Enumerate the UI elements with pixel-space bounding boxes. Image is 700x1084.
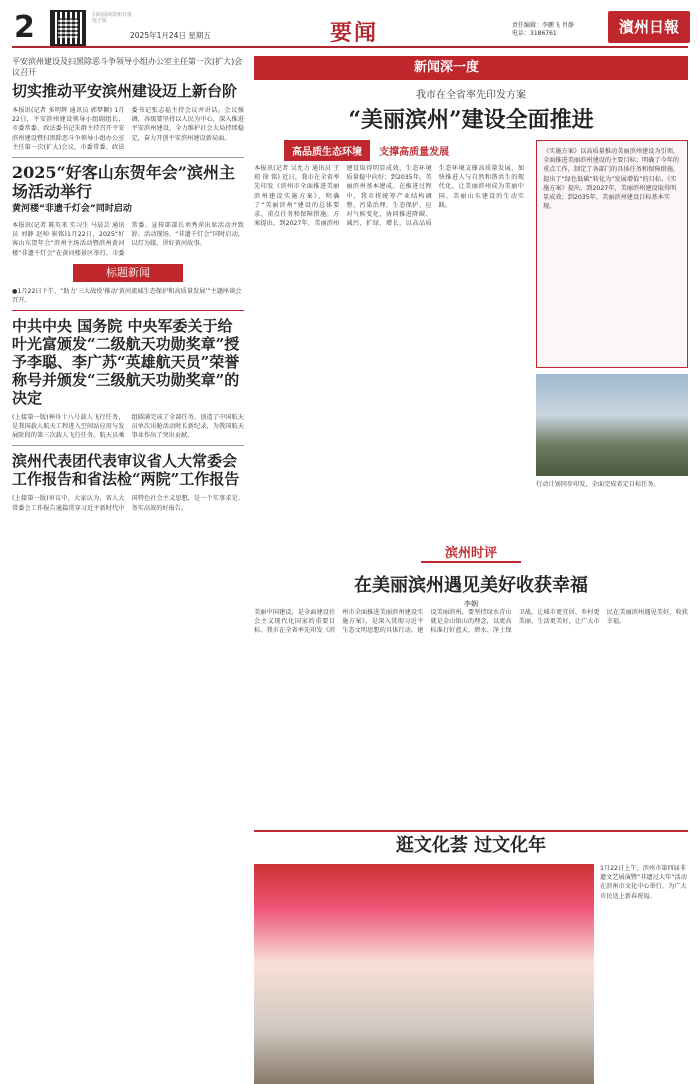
article2-headline[interactable]: 2025“好客山东贺年会”滨州主场活动举行 [12,163,235,202]
culture-banner [254,830,688,858]
left-column [12,56,244,513]
feature-kicker: 我市在全省率先印发方案 [416,90,526,101]
article4-headline[interactable]: 滨州代表团代表审议省人大常委会工作报告和省法检“两院”工作报告 [12,452,240,489]
feature-headline[interactable]: “美丽滨州”建设全面推进 [348,107,594,133]
right-area [254,56,688,900]
commentary-label: 滨州时评 [421,542,521,563]
article1-kicker: 平安滨州建设及扫黑除恶斗争领导小组办公室主任第一次(扩大)会议召开 [12,57,243,77]
editor-phone: 电话：3186761 [512,30,557,37]
article2-subhead: 黄河楼“非遗千灯会”同时启动 [12,204,132,215]
article1-headline[interactable]: 切实推动平安滨州建设迈上新台阶 [12,82,238,100]
section-title: 要闻 [330,20,379,46]
divider [12,157,244,158]
article4-body: (上接第一版)审议中，大家认为，省人大常委会工作报告通篇贯穿习近平新时代中国特色社会主义思想，是一个实事求是、务实高效的好报告。 [12,495,244,512]
culture-banner-title[interactable]: 逛文化荟 过文化年 [395,835,547,856]
feature-photo[interactable] [536,374,688,476]
brief-news-title: 标题新闻 [73,264,183,282]
divider [12,445,244,446]
qr-caption: 扫码阅读滨州日报电子版 [92,12,133,24]
feature-body: 本报讯(记者 吴允力 通讯员 王琼 徐 铭) 近日，我市在全省率先印发《滨州市全面推进美丽滨州建设实施方案》，明确了“美丽滨州”建设的总体要求、重点任务和保障措施。方案提出，到2027年，美丽滨州建设取得明显成效，生态环境质量稳中向好；到2035年，美丽滨州基本建成。在推进过程中，我市将统筹产业结构调整、污染治理、生态保护、应对气候变化，协同推进降碳、减污、扩绿、增长，以高品质生态环境支撑高质量发展，加快推进人与自然和谐共生的现代化，让美丽滨州成为美丽中国、美丽山东建设的生动实践。 [254,165,524,228]
feature-band: 新闻深一度 [254,56,688,80]
page-number: 2 [14,10,35,45]
culture-photo-caption: 1月22日上午，滨州市第四届非遗文艺展演暨“非遗过大年”活动在滨州市文化中心举行，为广大市民送上新春祝福。 [600,865,687,900]
article2-body: 本报讯(记者 陈英来 实习生 马晨芸 通讯员 刘静 赵帅 崔铭)1月22日，2025“好客山东贺年会”滨州主场活动暨滨州黄河楼“非遗千灯会”在黄河楼景区举行，市委常委、宣传部部长刘秀萍出席活动并致辞。活动现场，“非遗千灯会”同时启动，以灯为媒，讲好黄河故事。 [12,222,244,257]
editor-name: 责任编辑：李鹏飞 肖静 [512,22,574,29]
brief-news-body: ●1月22日下午，“助力‘三大战役’推动‘黄河流域生态保护和高质量发展’”主题座谈会召开。 [12,287,244,311]
culture-photo[interactable] [254,864,594,1084]
article1-body: 本报讯(记者 多明辉 通讯员 郭梦颖) 1月22日，平安滨州建设领导小组副组长、市委常委、政法委书记朱群主持召开平安滨州建设暨扫黑除恶斗争领导小组办公室主任第一次(扩大)会议，市委常委、政法委书记张志福主持会议并讲话。会议强调，各级要坚持以人民为中心，深入推进平安滨州建设，全力维护社会大局持续稳定，奋力开创平安滨州建设新局面。 [12,107,244,151]
commentary-headline[interactable]: 在美丽滨州遇见美好收获幸福 [354,575,588,596]
page-header [12,8,688,48]
issue-date: 2025年1月24日 星期五 [130,31,211,40]
qr-code-icon[interactable] [50,10,86,46]
feature-tag-sub: 支撑高质量发展 [379,147,450,158]
feature-quote-box: 《实施方案》以高质量推动美丽滨州建设为引领，全面推进美丽滨州建设的主要目标；明确了今年的重点工作，制定了各部门的具体任务和保障措施，提出了“绿色低碳”转化为“发展增值”的目标。《实施方案》提出，到2027年，美丽滨州建设取得明显成效；到2035年，美丽滨州建设目标基本实现。 [536,140,688,368]
commentary-author: 李娴 [464,600,478,608]
commentary-body: 美丽中国建设，是全面建设社会主义现代化国家的重要目标。我市在全省率先印发《滨州市全面推进美丽滨州建设实施方案》，是深入贯彻习近平生态文明思想的具体行动。建设美丽滨州，要坚持绿水青山就是金山银山的理念，以更高标准打好蓝天、碧水、净土保卫战，让城市更宜居、乡村更美丽、生活更美好，让广大市民在美丽滨州遇见美好、收获幸福。 [254,609,688,635]
feature-photo-caption: 行动计划同步印发，全面完成省定目标任务。 [536,481,660,488]
article3-body: (上接第一版)神舟十八号载人飞行任务，是我国载人航天工程进入空间站应用与发展阶段的第三次载人飞行任务。航天员乘组圆满完成了全部任务，创造了中国航天员单次出舱活动时长新纪录，为我国航天事业作出了突出贡献。 [12,413,244,440]
feature-tag: 高品质生态环境 [284,140,370,161]
editor-info [512,22,574,38]
article3-headline[interactable]: 中共中央 国务院 中央军委关于给叶光富颁发“二级航天功勋奖章”授予李聪、李广苏“英雄航天员”荣誉称号并颁发“三级航天功勋奖章”的决定 [12,316,240,407]
newspaper-logo: 濱州日報 [608,11,690,43]
commentary-header [254,542,688,609]
